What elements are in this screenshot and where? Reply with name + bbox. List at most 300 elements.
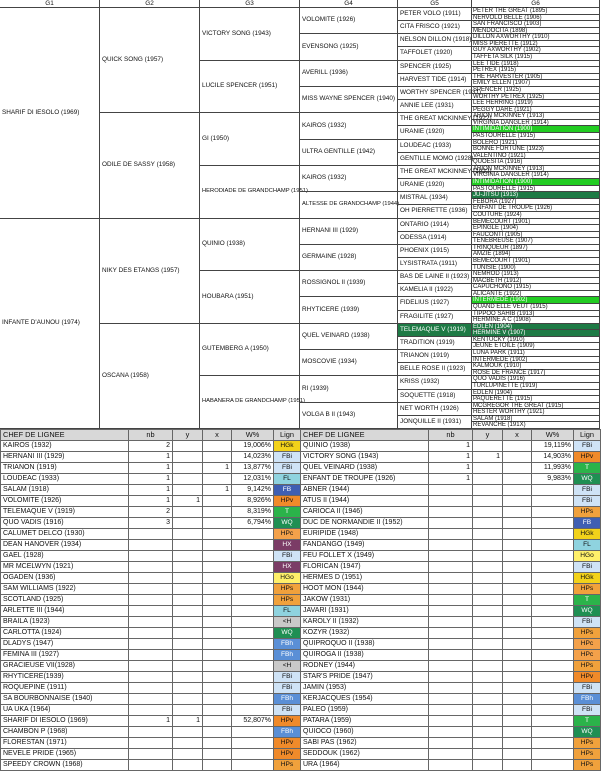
- lineage-row[interactable]: [1, 518, 301, 529]
- header-nb: nb: [429, 430, 473, 441]
- lineage-code: HPv: [274, 716, 301, 727]
- pedigree-g5-ancestor[interactable]: TELEMAQUE V (1919): [398, 324, 472, 337]
- lineage-code: T: [574, 595, 601, 606]
- lineage-x: [503, 650, 532, 661]
- pedigree-g4-ancestor[interactable]: KAIROS (1932): [300, 113, 398, 140]
- lineage-nb: 1: [129, 452, 173, 463]
- lineage-row[interactable]: [1, 540, 301, 551]
- pedigree-g6-ancestor[interactable]: GUY AXWORTHY (1902): [472, 47, 600, 54]
- pedigree-g2-ancestor[interactable]: ODILE DE SASSY (1958): [100, 113, 200, 219]
- pedigree-g6-ancestor[interactable]: JEUNE ETOILE (1909): [472, 343, 600, 350]
- pedigree-g5-ancestor[interactable]: THE GREAT MCKINNEY (1922): [398, 166, 472, 179]
- pedigree-g5-ancestor[interactable]: URANIE (1920): [398, 126, 472, 140]
- pedigree-g4-ancestor[interactable]: RI (1939): [300, 376, 398, 403]
- pedigree-g4-ancestor[interactable]: GERMAINE (1928): [300, 245, 398, 271]
- lineage-name: OGADEN (1936): [1, 573, 129, 584]
- lineage-x: [503, 595, 532, 606]
- pedigree-g6-ancestor[interactable]: VIRGINIA DANGLER (1914): [472, 120, 600, 126]
- pedigree-g6-ancestor[interactable]: NEMROD (1913): [472, 271, 600, 278]
- lineage-pct: [532, 716, 574, 727]
- lineage-row[interactable]: [1, 727, 301, 738]
- lineage-y: [173, 749, 203, 760]
- pedigree-g6-ancestor[interactable]: HERMINE V (1907): [472, 330, 600, 337]
- pedigree-g6-ancestor[interactable]: QUAND ELLE VEUT (1915): [472, 304, 600, 311]
- pedigree-g5-ancestor[interactable]: MISTRAL (1934): [398, 192, 472, 205]
- pedigree-g4-ancestor[interactable]: QUEL VEINARD (1938): [300, 324, 398, 350]
- lineage-pct: [232, 727, 274, 738]
- lineage-x: [203, 661, 232, 672]
- lineage-y: [473, 650, 503, 661]
- pedigree-g6-ancestor[interactable]: FAUCONTI (1905): [472, 232, 600, 238]
- pedigree-g6-ancestor[interactable]: ALICANTE (1922): [472, 291, 600, 297]
- lineage-code: HPv: [274, 738, 301, 749]
- lineage-code: T: [274, 507, 301, 518]
- lineage-nb: 1: [129, 716, 173, 727]
- lineage-row[interactable]: [1, 617, 301, 628]
- lineage-x: [203, 584, 232, 595]
- pedigree-g6-ancestor[interactable]: NERVOLO BELLE (1906): [472, 15, 600, 21]
- lineage-nb: [429, 683, 473, 694]
- lineage-row[interactable]: [301, 485, 601, 496]
- pedigree-g5-ancestor[interactable]: TRADITION (1919): [398, 337, 472, 350]
- lineage-row[interactable]: [1, 595, 301, 606]
- lineage-pct: [532, 749, 574, 760]
- lineage-y: [173, 551, 203, 562]
- lineage-row[interactable]: [301, 749, 601, 760]
- pedigree-g6-ancestor[interactable]: BONNE FORTUNE (1923): [472, 146, 600, 153]
- lineage-x: [503, 518, 532, 529]
- lineage-nb: [429, 507, 473, 518]
- lineage-name: FLORESTAN (1971): [1, 738, 129, 749]
- lineage-x: [503, 683, 532, 694]
- lineage-x: 1: [203, 463, 232, 474]
- lineage-row[interactable]: [1, 672, 301, 683]
- lineage-y: [473, 496, 503, 507]
- pedigree-g5-ancestor[interactable]: CITA FRISCO (1921): [398, 21, 472, 34]
- pedigree-g5-ancestor[interactable]: OH PIERRETTE (1936): [398, 205, 472, 219]
- lineage-row[interactable]: [1, 661, 301, 672]
- lineage-nb: [129, 639, 173, 650]
- lineage-name: SHARIF DI IESOLO (1969): [1, 716, 129, 727]
- pedigree-g4-ancestor[interactable]: EVENSONG (1925): [300, 34, 398, 61]
- lineage-x: [203, 496, 232, 507]
- pedigree-g6-ancestor[interactable]: COUTURE (1924): [472, 212, 600, 219]
- lineage-pct: [232, 672, 274, 683]
- lineage-row[interactable]: [1, 529, 301, 540]
- lineage-y: 1: [173, 716, 203, 727]
- pedigree-g6-ancestor[interactable]: SALAM (1918): [472, 416, 600, 422]
- lineage-y: [173, 485, 203, 496]
- lineage-code: HGo: [574, 551, 601, 562]
- lineage-pct: [532, 562, 574, 573]
- lineage-row[interactable]: [301, 617, 601, 628]
- lineage-row[interactable]: [1, 452, 301, 463]
- pedigree-g6-ancestor[interactable]: INTERMEDE (1902): [472, 357, 600, 363]
- pedigree-g5-ancestor[interactable]: NET WORTH (1926): [398, 403, 472, 416]
- pedigree-g6-ancestor[interactable]: LEE HERRING (1919): [472, 100, 600, 107]
- pedigree-g6-ancestor[interactable]: EDLEN (1904): [472, 324, 600, 330]
- lineage-x: [203, 529, 232, 540]
- pedigree-g6-ancestor[interactable]: KALMOUK (1910): [472, 363, 600, 370]
- lineage-pct: [232, 760, 274, 771]
- pedigree-g5-ancestor[interactable]: TAFFOLET (1920): [398, 47, 472, 61]
- lineage-row[interactable]: [1, 573, 301, 584]
- lineage-x: [503, 496, 532, 507]
- lineage-row[interactable]: [301, 639, 601, 650]
- lineage-row[interactable]: [1, 639, 301, 650]
- lineage-x: [203, 562, 232, 573]
- lineage-row[interactable]: [301, 628, 601, 639]
- lineage-row[interactable]: [301, 474, 601, 485]
- generation-header: G6: [472, 0, 600, 8]
- lineage-nb: 3: [129, 518, 173, 529]
- pedigree-g5-ancestor[interactable]: LYSISTRATA (1911): [398, 258, 472, 271]
- pedigree-g6-ancestor[interactable]: PEGGY DARE (1921): [472, 107, 600, 113]
- pedigree-g4-ancestor[interactable]: KAIROS (1932): [300, 166, 398, 192]
- lineage-x: [203, 639, 232, 650]
- pedigree-g6-ancestor[interactable]: VALENTINO (1921): [472, 153, 600, 159]
- lineage-x: [203, 760, 232, 771]
- pedigree-g5-ancestor[interactable]: KAMELIA II (1922): [398, 284, 472, 297]
- pedigree-g1-ancestor[interactable]: INFANTE D'AUNOU (1974): [0, 219, 100, 429]
- lineage-row[interactable]: [1, 496, 301, 507]
- lineage-nb: 1: [429, 474, 473, 485]
- pedigree-g6-ancestor[interactable]: TUNISIE (1900): [472, 265, 600, 271]
- lineage-row[interactable]: [301, 661, 601, 672]
- lineage-row[interactable]: [301, 562, 601, 573]
- lineage-y: [473, 606, 503, 617]
- lineage-row[interactable]: [1, 705, 301, 716]
- pedigree-g3-ancestor[interactable]: QUINIO (1938): [200, 219, 300, 271]
- lineage-nb: [129, 683, 173, 694]
- pedigree-g6-ancestor[interactable]: AMZIE (1894): [472, 251, 600, 258]
- lineage-row[interactable]: [301, 716, 601, 727]
- lineage-row[interactable]: [301, 496, 601, 507]
- pedigree-g5-ancestor[interactable]: PETER VOLO (1911): [398, 8, 472, 21]
- lineage-row[interactable]: [301, 760, 601, 771]
- lineage-row[interactable]: [301, 683, 601, 694]
- header-pct: W%: [232, 430, 274, 441]
- pedigree-g6-ancestor[interactable]: INTIMIDATION (1900): [472, 126, 600, 133]
- pedigree-g6-ancestor[interactable]: JU-JITSU (1913): [472, 192, 600, 199]
- pedigree-g4-ancestor[interactable]: MISS WAYNE SPENCER (1940): [300, 87, 398, 113]
- pedigree-g3-ancestor[interactable]: GI (1950): [200, 113, 300, 166]
- lineage-name: ENFANT DE TROUPE (1926): [301, 474, 429, 485]
- pedigree-g6-ancestor[interactable]: BOLERO (1921): [472, 140, 600, 146]
- lineage-x: [203, 628, 232, 639]
- lineage-row[interactable]: [301, 738, 601, 749]
- pedigree-g6-ancestor[interactable]: PASTOURELLE (1915): [472, 186, 600, 192]
- lineage-nb: [129, 672, 173, 683]
- pedigree-g3-ancestor[interactable]: LUCILE SPENCER (1951): [200, 61, 300, 113]
- lineage-row[interactable]: [301, 727, 601, 738]
- pedigree-g2-ancestor[interactable]: QUICK SONG (1957): [100, 8, 200, 113]
- lineage-x: [203, 441, 232, 452]
- pedigree-g6-ancestor[interactable]: WORTHY PETREX (1925): [472, 94, 600, 100]
- lineage-row[interactable]: [301, 705, 601, 716]
- pedigree-g6-ancestor[interactable]: MENDOCITA (1898): [472, 28, 600, 34]
- lineage-name: ARLETTE III (1944): [1, 606, 129, 617]
- lineage-nb: 1: [129, 485, 173, 496]
- header-nb: nb: [129, 430, 173, 441]
- pedigree-g4-ancestor[interactable]: HERNANI III (1929): [300, 219, 398, 245]
- header-name: CHEF DE LIGNEE: [1, 430, 129, 441]
- pedigree-g6-ancestor[interactable]: MACBETH (1912): [472, 278, 600, 284]
- pedigree-g6-ancestor[interactable]: ROSE DE FRANCE (1917): [472, 370, 600, 376]
- pedigree-g5-ancestor[interactable]: BAS DE LAINE II (1923): [398, 271, 472, 284]
- lineage-y: [173, 639, 203, 650]
- pedigree-g6-ancestor[interactable]: INTIMIDATION (1900): [472, 179, 600, 186]
- lineage-code: HGo: [274, 573, 301, 584]
- lineage-pct: 8,926%: [232, 496, 274, 507]
- pedigree-g6-ancestor[interactable]: TRINQUEUR (1897): [472, 245, 600, 251]
- lineage-y: [173, 683, 203, 694]
- lineage-row[interactable]: [301, 694, 601, 705]
- pedigree-g3-ancestor[interactable]: HOUBARA (1951): [200, 271, 300, 324]
- pedigree-g5-ancestor[interactable]: ODESSA (1914): [398, 232, 472, 245]
- lineage-nb: [129, 749, 173, 760]
- pedigree-g6-ancestor[interactable]: FEBORA (1927): [472, 199, 600, 205]
- pedigree-g5-ancestor[interactable]: URANIE (1920): [398, 179, 472, 192]
- pedigree-g5-ancestor[interactable]: WORTHY SPENCER (1931): [398, 87, 472, 100]
- pedigree-g3-ancestor[interactable]: GUTEMBERG A (1950): [200, 324, 300, 376]
- lineage-x: [503, 529, 532, 540]
- pedigree-g4-ancestor[interactable]: ROSSIGNOL II (1939): [300, 271, 398, 297]
- lineage-y: [173, 573, 203, 584]
- lineage-row[interactable]: [301, 672, 601, 683]
- lineage-name: DEAN HANOVER (1934): [1, 540, 129, 551]
- lineage-row[interactable]: [301, 529, 601, 540]
- pedigree-g6-ancestor[interactable]: THE HARVESTER (1905): [472, 74, 600, 80]
- lineage-pct: [532, 540, 574, 551]
- pedigree-g6-ancestor[interactable]: LUNA PARK (1911): [472, 350, 600, 357]
- lineage-x: [503, 452, 532, 463]
- pedigree-g6-ancestor[interactable]: PASTOURELLE (1915): [472, 133, 600, 140]
- lineage-row[interactable]: [1, 628, 301, 639]
- lineage-code: FB: [274, 485, 301, 496]
- lineage-name: VICTORY SONG (1943): [301, 452, 429, 463]
- lineage-row[interactable]: [301, 573, 601, 584]
- pedigree-g6-ancestor[interactable]: ENFANT DE TROUPE (1926): [472, 205, 600, 212]
- lineage-row[interactable]: [301, 606, 601, 617]
- lineage-name: JAMIN (1953): [301, 683, 429, 694]
- pedigree-g4-ancestor[interactable]: ULTRA GENTILLE (1942): [300, 140, 398, 166]
- pedigree-g6-ancestor[interactable]: CAPUCHONO (1915): [472, 284, 600, 291]
- pedigree-g5-ancestor[interactable]: LOUDEAC (1933): [398, 140, 472, 153]
- pedigree-g6-ancestor[interactable]: LEE TIDE (1918): [472, 61, 600, 67]
- pedigree-g6-ancestor[interactable]: PAQUERETTE (1915): [472, 396, 600, 403]
- lineage-name: QUEL VEINARD (1938): [301, 463, 429, 474]
- pedigree-g6-ancestor[interactable]: EPINGLE (1904): [472, 225, 600, 232]
- lineage-row[interactable]: [301, 650, 601, 661]
- lineage-name: JAKOW (1931): [301, 595, 429, 606]
- pedigree-g6-ancestor[interactable]: VIRGINIA DANGLER (1914): [472, 172, 600, 179]
- pedigree-g5-ancestor[interactable]: FRAGILITE (1927): [398, 311, 472, 324]
- pedigree-g6-ancestor[interactable]: TENEBREUSE (1907): [472, 238, 600, 245]
- lineage-code: HX: [274, 540, 301, 551]
- lineage-code: HPc: [274, 529, 301, 540]
- lineage-row[interactable]: [1, 507, 301, 518]
- lineage-row[interactable]: [1, 606, 301, 617]
- lineage-pct: [232, 595, 274, 606]
- lineage-y: [173, 760, 203, 771]
- lineage-row[interactable]: [1, 760, 301, 771]
- lineage-row[interactable]: [1, 716, 301, 727]
- lineage-code: WQ: [574, 727, 601, 738]
- pedigree-g4-ancestor[interactable]: ALTESSE DE GRANDCHAMP (1944): [300, 192, 398, 219]
- pedigree-g2-ancestor[interactable]: NIKY DES ETANGS (1957): [100, 219, 200, 324]
- lineage-name: FANDANGO (1949): [301, 540, 429, 551]
- pedigree-g3-ancestor[interactable]: HERODIADE DE GRANDCHAMP (1951): [200, 166, 300, 219]
- lineage-nb: [129, 661, 173, 672]
- pedigree-g6-ancestor[interactable]: PETREX (1915): [472, 67, 600, 74]
- lineage-code: FL: [274, 474, 301, 485]
- lineage-name: RHYTICERE(1939): [1, 672, 129, 683]
- lineage-code: HPs: [574, 760, 601, 771]
- pedigree-g3-ancestor[interactable]: HABANERA DE GRANDCHAMP (1951): [200, 376, 300, 429]
- lineage-code: WQ: [574, 474, 601, 485]
- pedigree-g5-ancestor[interactable]: THE GREAT MCKINNEY (1922): [398, 113, 472, 126]
- pedigree-g4-ancestor[interactable]: MOSCOVIE (1934): [300, 350, 398, 376]
- pedigree-g6-ancestor[interactable]: SAN FRANCISCO (1903): [472, 21, 600, 28]
- lineage-code: FBi: [274, 551, 301, 562]
- pedigree-g5-ancestor[interactable]: NELSON DILLON (1918): [398, 34, 472, 47]
- pedigree-g6-ancestor[interactable]: BEMECOURT (1901): [472, 219, 600, 225]
- header-lign: Lign: [274, 430, 301, 441]
- pedigree-g1-ancestor[interactable]: SHARIF DI IESOLO (1969): [0, 8, 100, 219]
- lineage-row[interactable]: [1, 749, 301, 760]
- pedigree-g5-ancestor[interactable]: TRIANON (1919): [398, 350, 472, 363]
- pedigree-g6-ancestor[interactable]: REVANCHE (191X): [472, 422, 600, 429]
- lineage-nb: [129, 606, 173, 617]
- pedigree-g6-ancestor[interactable]: SPENCER (1925): [472, 87, 600, 94]
- pedigree-g6-ancestor[interactable]: PETER THE GREAT (1895): [472, 8, 600, 15]
- lineage-row[interactable]: [301, 584, 601, 595]
- lineage-row[interactable]: [1, 463, 301, 474]
- lineage-row[interactable]: [301, 463, 601, 474]
- lineage-name: RODNEY (1944): [301, 661, 429, 672]
- pedigree-g6-ancestor[interactable]: MISS PIERETTE (1912): [472, 41, 600, 47]
- lineage-nb: [429, 584, 473, 595]
- lineage-table-left: [0, 429, 301, 771]
- lineage-x: [503, 760, 532, 771]
- lineage-row[interactable]: [301, 452, 601, 463]
- pedigree-g5-ancestor[interactable]: GENTILLE MOMO (1928): [398, 153, 472, 166]
- pedigree-g6-ancestor[interactable]: TURLUPINETTE (1919): [472, 383, 600, 390]
- lineage-y: [173, 672, 203, 683]
- lineage-nb: 1: [429, 452, 473, 463]
- pedigree-g5-ancestor[interactable]: JONQUILLE II (1931): [398, 416, 472, 429]
- pedigree-g6-ancestor[interactable]: ARION MCKINNEY (1913): [472, 113, 600, 120]
- pedigree-g6-ancestor[interactable]: ARION MCKINNEY (1913): [472, 166, 600, 172]
- lineage-y: [173, 507, 203, 518]
- lineage-name: MR MCELWYN (1921): [1, 562, 129, 573]
- pedigree-g6-ancestor[interactable]: TAFFETA SILK (1915): [472, 54, 600, 61]
- pedigree-g6-ancestor[interactable]: INTERMEDE (1902): [472, 297, 600, 304]
- pedigree-g6-ancestor[interactable]: QUOESITA (1916): [472, 159, 600, 166]
- lineage-row[interactable]: [1, 683, 301, 694]
- lineage-row[interactable]: [1, 694, 301, 705]
- lineage-name: ROQUEPINE (1911): [1, 683, 129, 694]
- pedigree-g6-ancestor[interactable]: HERMINE A C (1908): [472, 317, 600, 324]
- lineage-name: CARIOCA II (1946): [301, 507, 429, 518]
- lineage-row[interactable]: [1, 562, 301, 573]
- pedigree-g6-ancestor[interactable]: HESTER WORTHY (1921): [472, 409, 600, 416]
- pedigree-g5-ancestor[interactable]: ANNIE LEE (1931): [398, 100, 472, 113]
- pedigree-g4-ancestor[interactable]: VOLOMITE (1926): [300, 8, 398, 34]
- pedigree-g4-ancestor[interactable]: VOLGA B II (1943): [300, 403, 398, 429]
- lineage-row[interactable]: [301, 540, 601, 551]
- lineage-row[interactable]: [301, 441, 601, 452]
- lineage-nb: 1: [129, 474, 173, 485]
- pedigree-g5-ancestor[interactable]: KRISS (1932): [398, 376, 472, 390]
- lineage-row[interactable]: [301, 518, 601, 529]
- lineage-row[interactable]: [301, 551, 601, 562]
- pedigree-g5-ancestor[interactable]: HARVEST TIDE (1914): [398, 74, 472, 87]
- lineage-x: [203, 749, 232, 760]
- pedigree-g5-ancestor[interactable]: BELLE ROSE II (1923): [398, 363, 472, 376]
- lineage-row[interactable]: [1, 584, 301, 595]
- pedigree-g5-ancestor[interactable]: PHOENIX (1915): [398, 245, 472, 258]
- pedigree-g6-ancestor[interactable]: BEMECOURT (1901): [472, 258, 600, 265]
- pedigree-g3-ancestor[interactable]: VICTORY SONG (1943): [200, 8, 300, 61]
- lineage-row[interactable]: [1, 441, 301, 452]
- lineage-row[interactable]: [301, 507, 601, 518]
- lineage-name: BRAILA (1923): [1, 617, 129, 628]
- lineage-nb: [429, 496, 473, 507]
- pedigree-g5-ancestor[interactable]: ONTARIO (1914): [398, 219, 472, 232]
- pedigree-g6-ancestor[interactable]: EDLEN (1904): [472, 390, 600, 396]
- lineage-pct: 14,903%: [532, 452, 574, 463]
- pedigree-g6-ancestor[interactable]: QUO VADIS (1916): [472, 376, 600, 383]
- lineage-code: FBi: [574, 617, 601, 628]
- pedigree-g6-ancestor[interactable]: TIPPOO SAHIB (1913): [472, 311, 600, 317]
- lineage-name: FEU FOLLET X (1949): [301, 551, 429, 562]
- lineage-y: [473, 485, 503, 496]
- pedigree-g5-ancestor[interactable]: SPENCER (1925): [398, 61, 472, 74]
- lineage-row[interactable]: [1, 474, 301, 485]
- pedigree-g4-ancestor[interactable]: AVERILL (1936): [300, 61, 398, 87]
- lineage-y: [473, 628, 503, 639]
- lineage-pct: [232, 661, 274, 672]
- header-pct: W%: [532, 430, 574, 441]
- pedigree-g6-ancestor[interactable]: KENTUCKY (1910): [472, 337, 600, 343]
- lineage-pct: [232, 529, 274, 540]
- lineage-x: [503, 738, 532, 749]
- lineage-y: [173, 595, 203, 606]
- pedigree-g6-ancestor[interactable]: EMILY ELLEN (1907): [472, 80, 600, 87]
- lineage-y: [473, 507, 503, 518]
- lineage-row[interactable]: [1, 650, 301, 661]
- lineage-name: SCOTLAND (1925): [1, 595, 129, 606]
- pedigree-g6-ancestor[interactable]: DILLON AXWORTHY (1910): [472, 34, 600, 41]
- lineage-row[interactable]: [1, 551, 301, 562]
- lineage-x: [503, 584, 532, 595]
- lineage-name: QUO VADIS (1916): [1, 518, 129, 529]
- pedigree-g2-ancestor[interactable]: OSCANA (1958): [100, 324, 200, 429]
- lineage-nb: [129, 573, 173, 584]
- generation-header: G2: [100, 0, 200, 8]
- lineage-code: HPs: [574, 584, 601, 595]
- pedigree-g5-ancestor[interactable]: FIDELIUS (1927): [398, 297, 472, 311]
- lineage-row[interactable]: [1, 485, 301, 496]
- lineage-row[interactable]: [301, 595, 601, 606]
- lineage-row[interactable]: [1, 738, 301, 749]
- pedigree-g4-ancestor[interactable]: RHYTICERE (1939): [300, 297, 398, 324]
- pedigree-g5-ancestor[interactable]: SOQUETTE (1918): [398, 390, 472, 403]
- lineage-code: FL: [274, 606, 301, 617]
- pedigree-g6-ancestor[interactable]: MCGREGOR THE GREAT (1915): [472, 403, 600, 409]
